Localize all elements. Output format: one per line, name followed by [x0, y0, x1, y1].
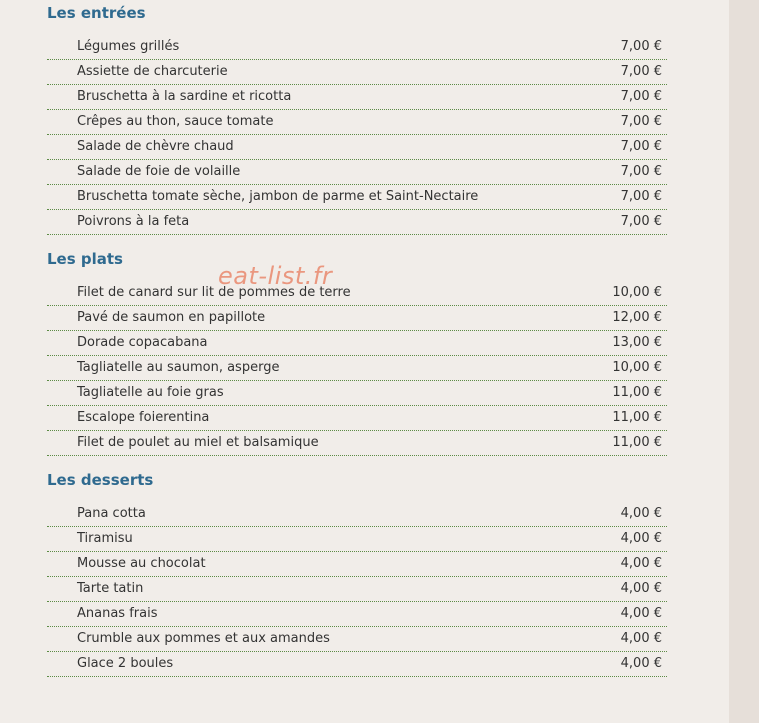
- menu-item-name: Poivrons à la feta: [77, 214, 190, 229]
- menu-item-row: [47, 306, 667, 331]
- menu-item-price: 4,00 €: [620, 606, 662, 621]
- menu-item-row: [47, 527, 667, 552]
- menu-item-price: 4,00 €: [620, 581, 662, 596]
- menu-item-row: [47, 406, 667, 431]
- menu-list-desserts: [47, 502, 667, 677]
- menu-list-entrees: [47, 35, 667, 235]
- menu-section-entrees: [47, 0, 667, 235]
- menu-item-price: 7,00 €: [620, 39, 662, 54]
- menu-item-price: 13,00 €: [612, 335, 662, 350]
- menu-item-name: Escalope foierentina: [77, 410, 210, 425]
- menu-item-price: 4,00 €: [620, 531, 662, 546]
- menu-item-price: 11,00 €: [612, 385, 662, 400]
- menu-item-price: 10,00 €: [612, 285, 662, 300]
- menu-item-price: 10,00 €: [612, 360, 662, 375]
- menu-content: [47, 0, 667, 677]
- menu-section-plats: [47, 246, 667, 456]
- menu-item-price: 7,00 €: [620, 114, 662, 129]
- menu-item-price: 7,00 €: [620, 64, 662, 79]
- menu-item-row: [47, 85, 667, 110]
- menu-item-price: 7,00 €: [620, 189, 662, 204]
- menu-item-name: Pana cotta: [77, 506, 146, 521]
- menu-item-price: 4,00 €: [620, 506, 662, 521]
- menu-item-price: 7,00 €: [620, 139, 662, 154]
- section-title-entrees: Les entrées: [47, 4, 146, 22]
- menu-item-price: 4,00 €: [620, 556, 662, 571]
- menu-item-row: [47, 160, 667, 185]
- menu-item-row: [47, 281, 667, 306]
- menu-item-price: 12,00 €: [612, 310, 662, 325]
- menu-item-name: Glace 2 boules: [77, 656, 174, 671]
- menu-item-row: [47, 502, 667, 527]
- menu-item-name: Tagliatelle au saumon, asperge: [77, 360, 280, 375]
- menu-item-row: [47, 627, 667, 652]
- menu-item-name: Tagliatelle au foie gras: [77, 385, 224, 400]
- watermark-text: eat-list.fr: [218, 262, 333, 290]
- menu-item-name: Tiramisu: [77, 531, 133, 546]
- menu-item-name: Assiette de charcuterie: [77, 64, 228, 79]
- menu-item-name: Pavé de saumon en papillote: [77, 310, 266, 325]
- menu-item-row: [47, 110, 667, 135]
- menu-item-name: Salade de chèvre chaud: [77, 139, 234, 154]
- menu-section-desserts: [47, 467, 667, 677]
- menu-item-name: Tarte tatin: [77, 581, 144, 596]
- menu-item-price: 4,00 €: [620, 631, 662, 646]
- section-title-desserts: Les desserts: [47, 471, 154, 489]
- menu-item-name: Crêpes au thon, sauce tomate: [77, 114, 274, 129]
- menu-item-price: 7,00 €: [620, 164, 662, 179]
- right-background-strip: [729, 0, 759, 723]
- menu-item-name: Crumble aux pommes et aux amandes: [77, 631, 330, 646]
- menu-item-name: Ananas frais: [77, 606, 158, 621]
- menu-item-name: Filet de canard sur lit de pommes de terre: [77, 285, 351, 300]
- menu-item-name: Filet de poulet au miel et balsamique: [77, 435, 319, 450]
- menu-item-row: [47, 381, 667, 406]
- menu-item-name: Mousse au chocolat: [77, 556, 206, 571]
- menu-item-row: [47, 331, 667, 356]
- section-title-plats: Les plats: [47, 250, 123, 268]
- menu-item-name: Salade de foie de volaille: [77, 164, 241, 179]
- menu-item-name: Dorade copacabana: [77, 335, 208, 350]
- menu-item-row: [47, 185, 667, 210]
- menu-item-name: Légumes grillés: [77, 39, 180, 54]
- menu-item-row: [47, 577, 667, 602]
- menu-item-name: Bruschetta à la sardine et ricotta: [77, 89, 292, 104]
- menu-item-row: [47, 431, 667, 456]
- menu-item-row: [47, 602, 667, 627]
- menu-item-price: 7,00 €: [620, 89, 662, 104]
- menu-item-price: 7,00 €: [620, 214, 662, 229]
- menu-item-price: 11,00 €: [612, 410, 662, 425]
- menu-item-row: [47, 552, 667, 577]
- menu-list-plats: [47, 281, 667, 456]
- menu-item-price: 11,00 €: [612, 435, 662, 450]
- menu-item-row: [47, 60, 667, 85]
- menu-item-price: 4,00 €: [620, 656, 662, 671]
- menu-item-row: [47, 210, 667, 235]
- menu-item-name: Bruschetta tomate sèche, jambon de parme et Saint-Nectaire: [77, 189, 479, 204]
- menu-item-row: [47, 35, 667, 60]
- menu-item-row: [47, 135, 667, 160]
- menu-item-row: [47, 652, 667, 677]
- menu-item-row: [47, 356, 667, 381]
